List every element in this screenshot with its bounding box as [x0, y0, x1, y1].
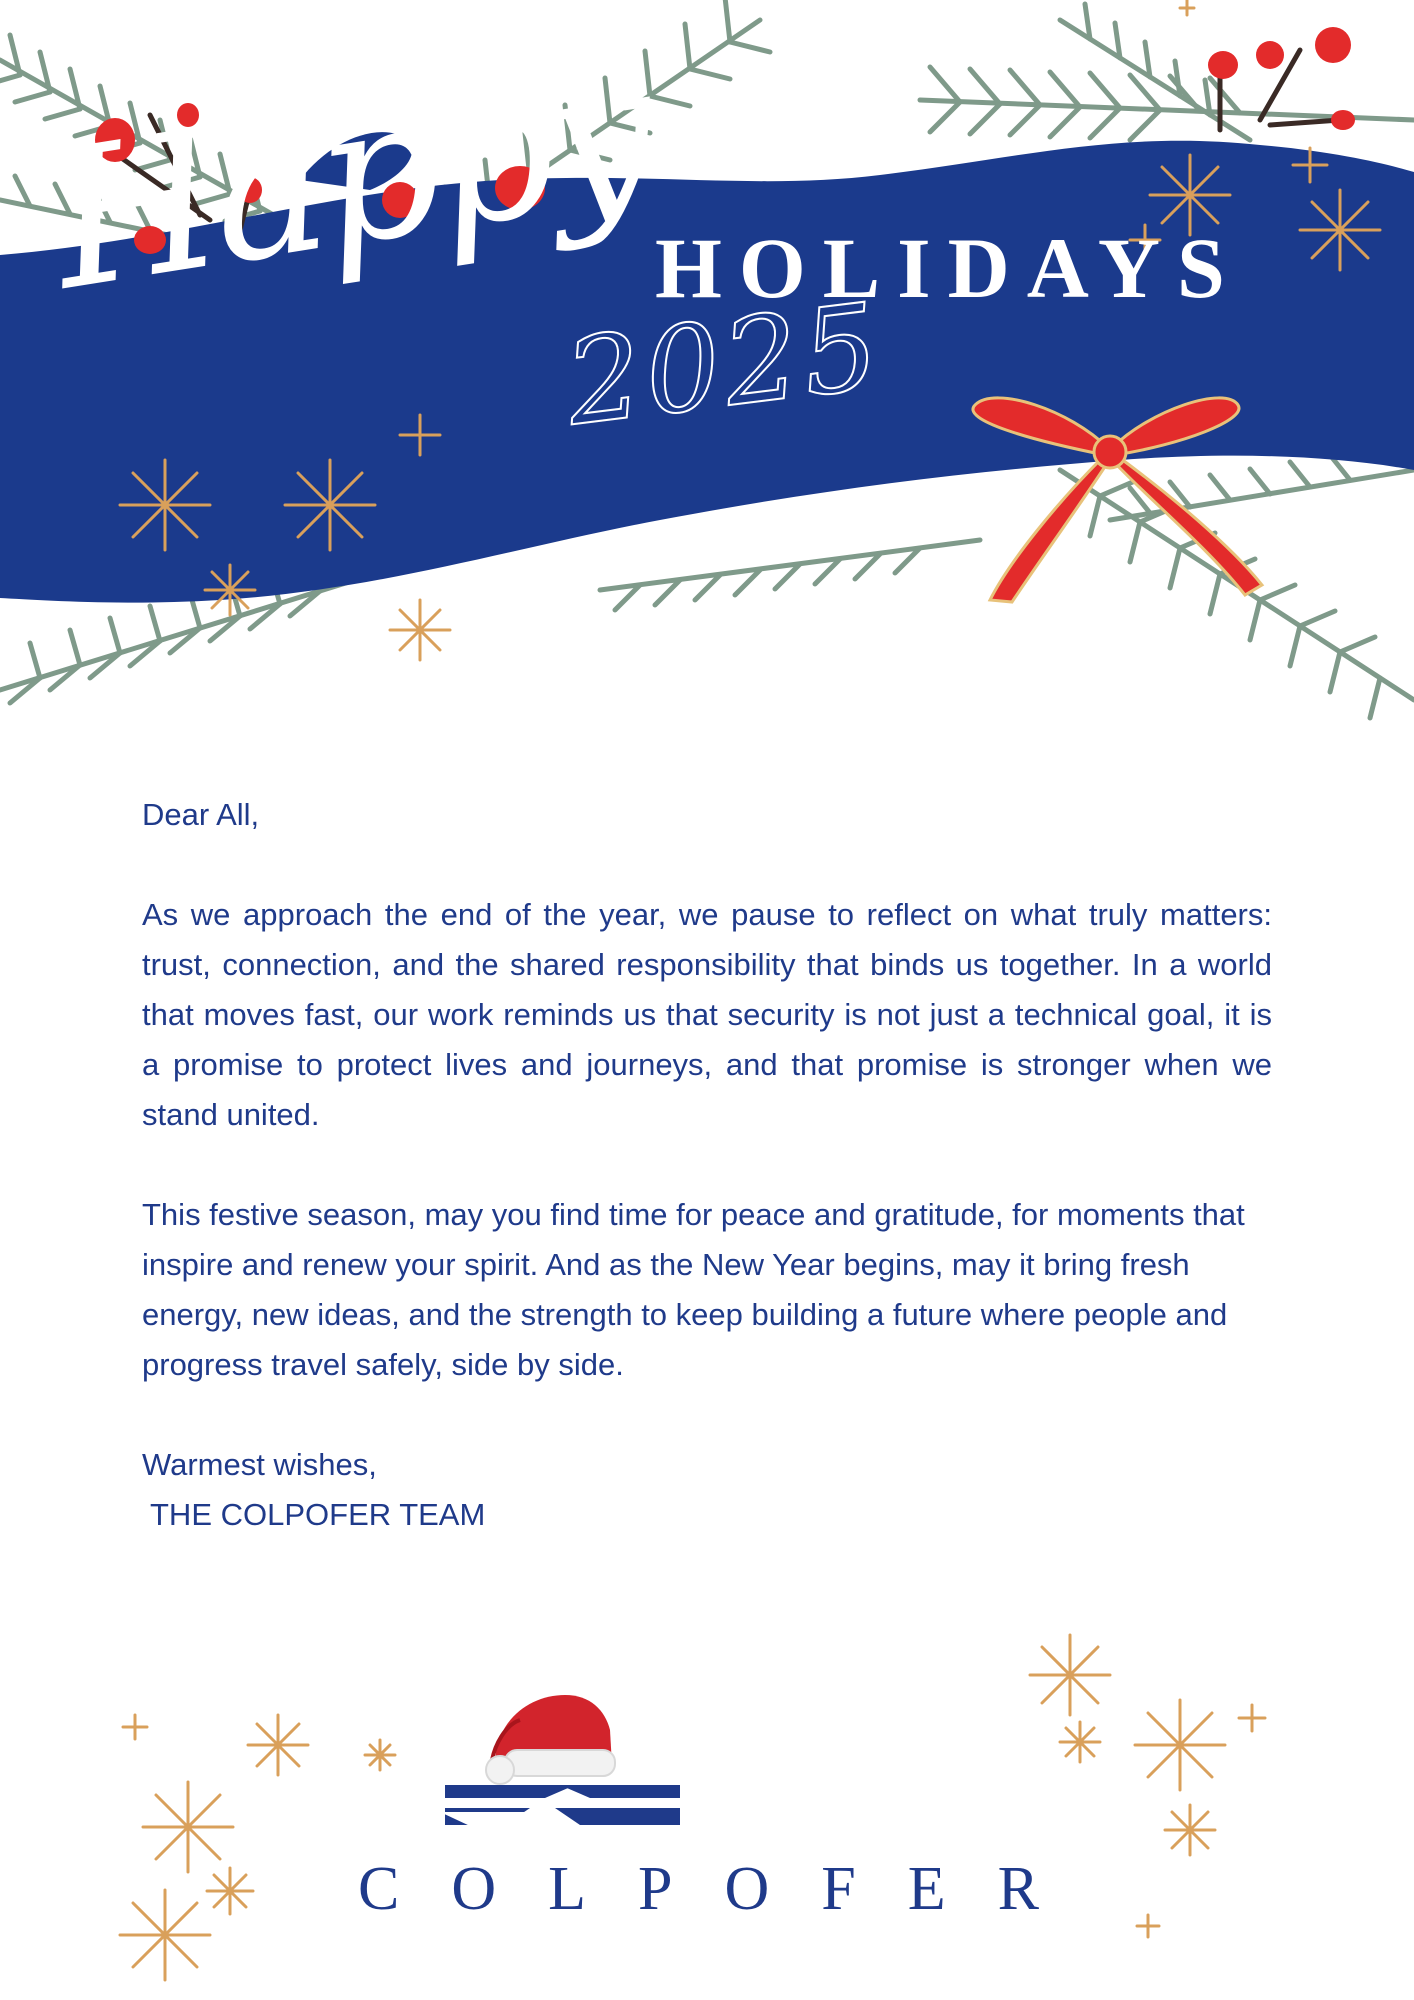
closing-line: Warmest wishes,	[142, 1447, 377, 1482]
santa-hat-icon	[486, 1695, 615, 1784]
signature: THE COLPOFER TEAM	[150, 1497, 486, 1532]
colpofer-logo-icon	[440, 1785, 680, 1840]
happy-script-word: Happy	[37, 20, 665, 333]
closing-block	[142, 1440, 1272, 1540]
sparkle-star-icon	[120, 1635, 1265, 1980]
paragraph-1: As we approach the end of the year, we pause to reflect on what truly matters: trust, connection, and the shared responsibility that binds us together. In a world that moves fast, our work reminds us that security is not just a technical goal, it is a promise to protect lives and journeys, and that promise is stronger when we stand united.	[142, 897, 1272, 1132]
footer-illustration	[0, 1600, 1414, 2000]
paragraph-2: This festive season, may you find time for peace and gratitude, for moments that inspire and renew your spirit. And as the New Year begins, may it bring fresh energy, new ideas, and the strength to keep building a future where people and progress travel safely, side by side.	[142, 1197, 1245, 1382]
brand-name: COLPOFER	[358, 1855, 1091, 1923]
salutation: Dear All,	[142, 797, 260, 832]
letter-body	[142, 790, 1272, 1540]
holidays-title: HOLIDAYS	[655, 220, 1242, 316]
year-script: 2025	[558, 276, 890, 453]
